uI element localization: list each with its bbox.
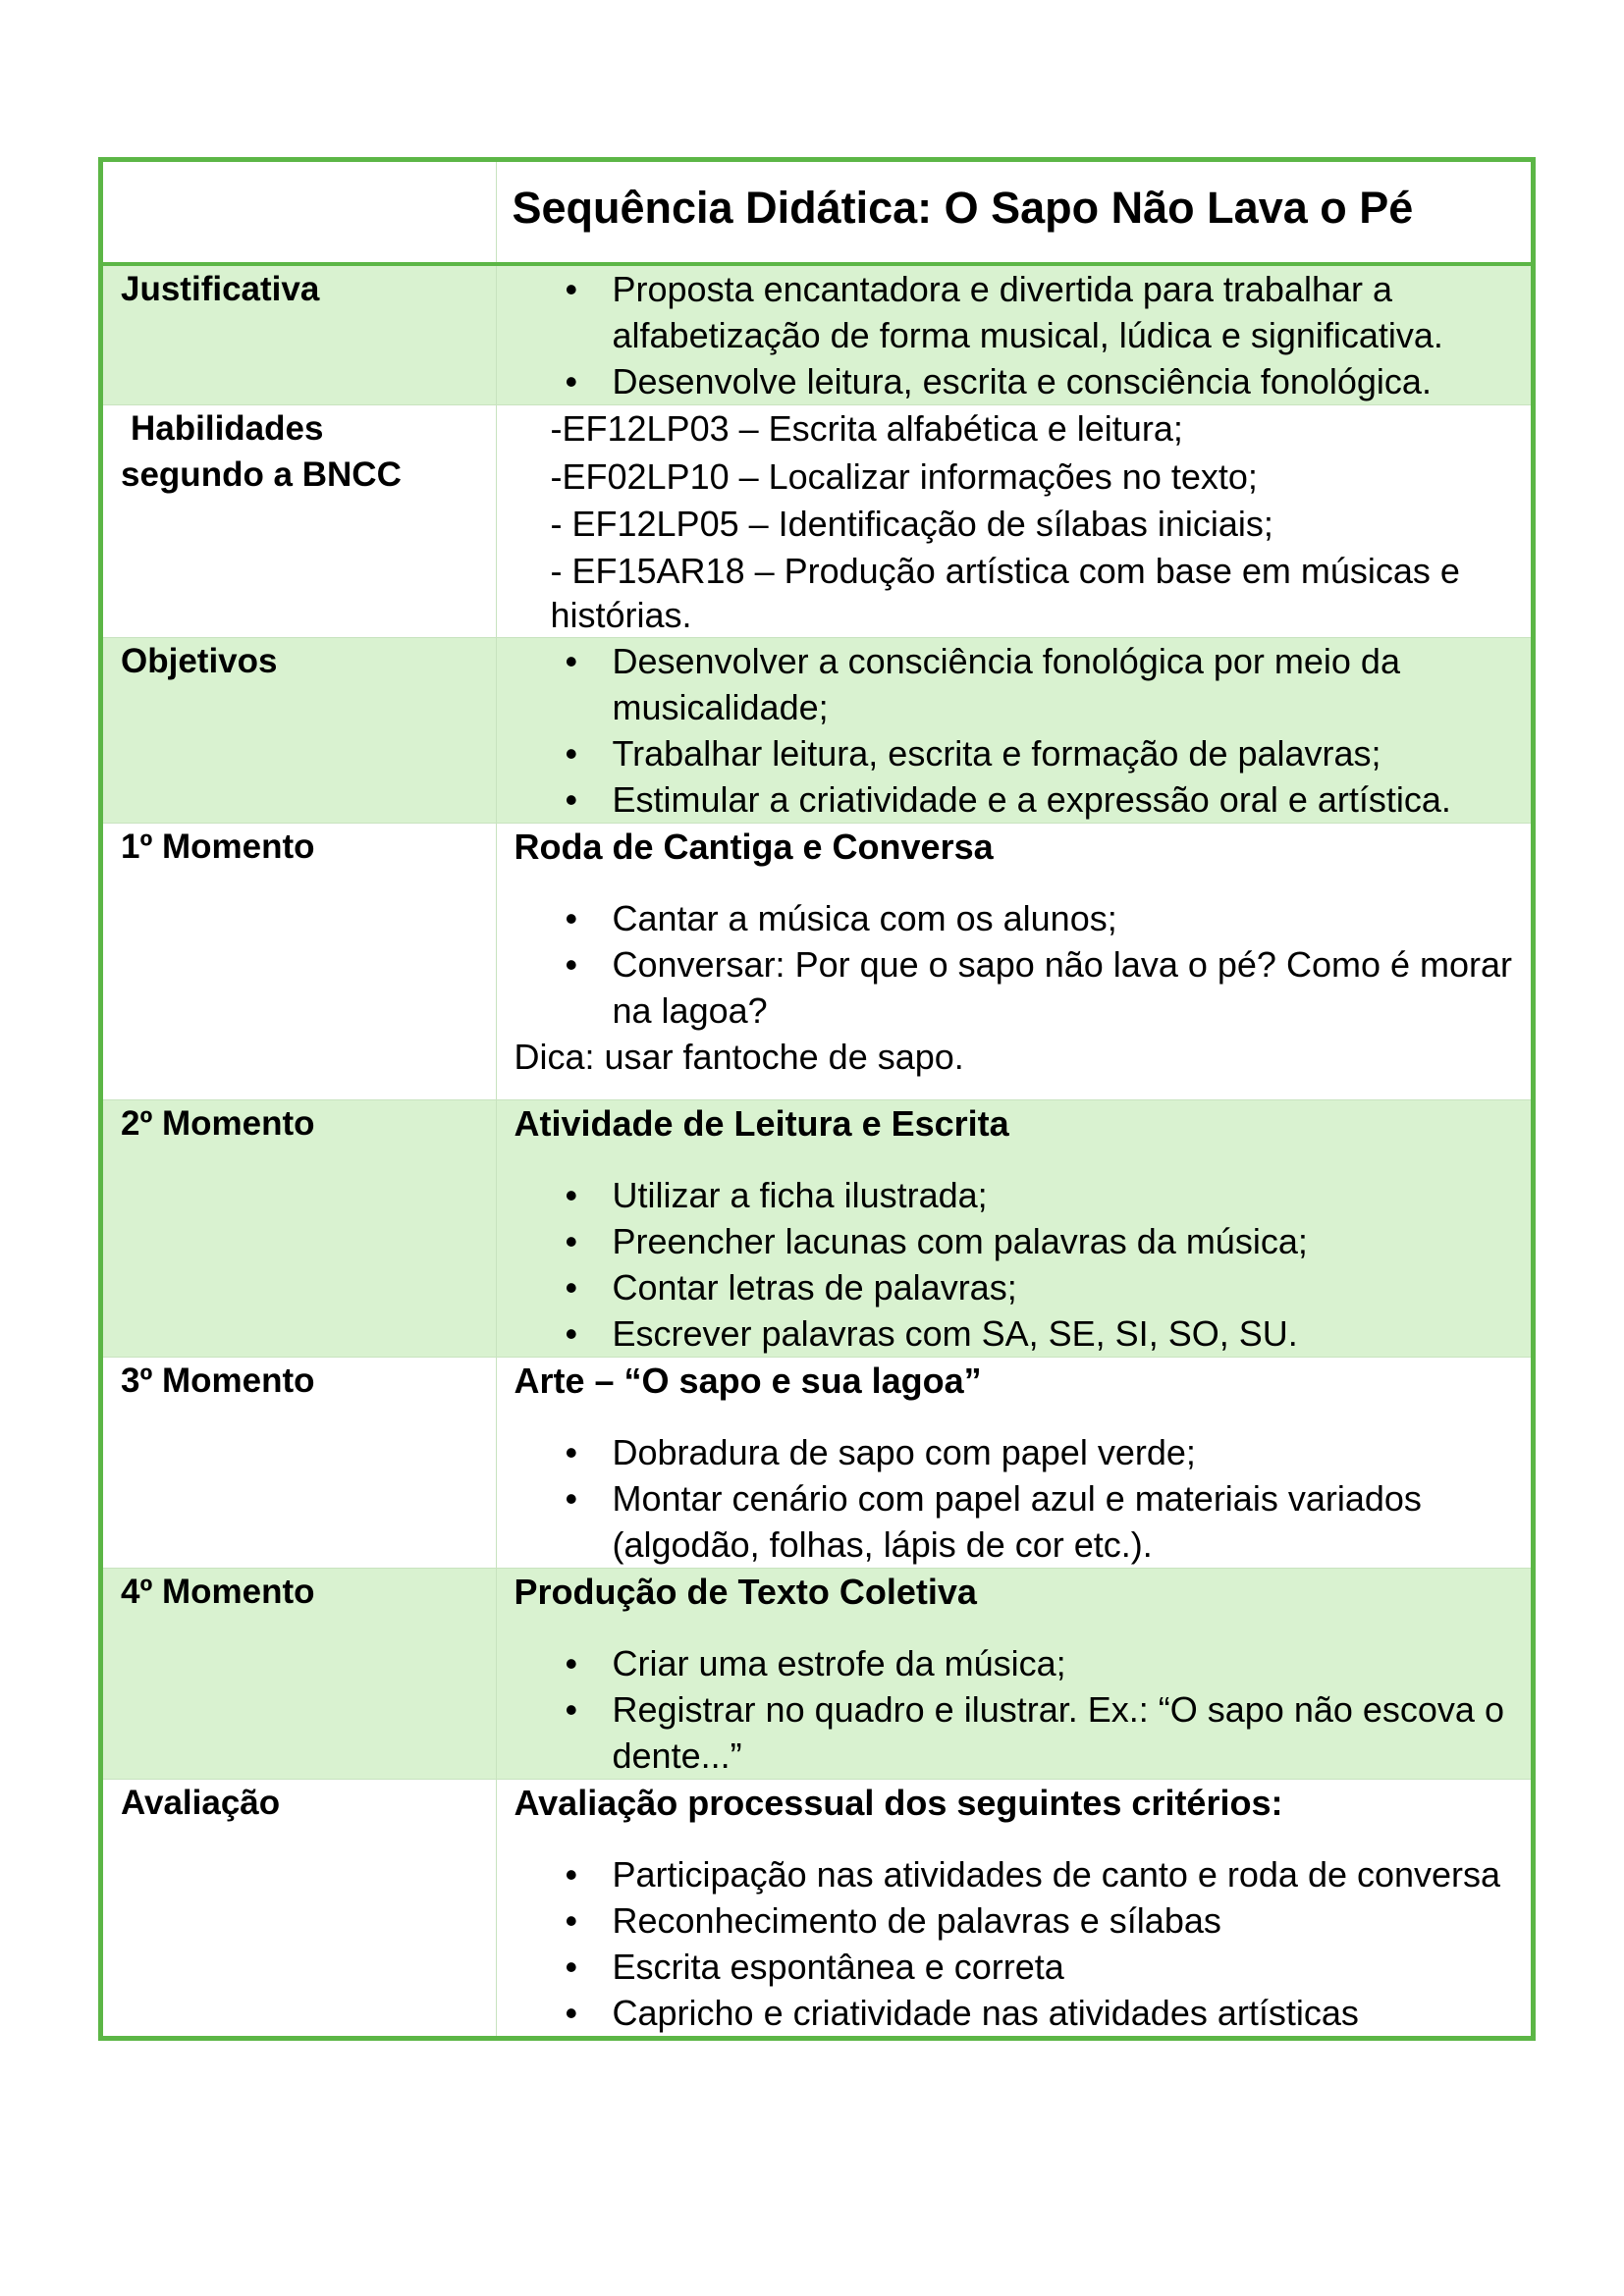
section-heading: Avaliação processual dos seguintes critérios: [514,1782,1283,1823]
row-label-habilidades [103,405,496,638]
list-item: • Cantar a música com os alunos; [613,895,1524,941]
habilidades-content [496,405,1531,638]
row-label-momento-3: 3º Momento [103,1357,496,1568]
momento1-list [514,895,1524,1034]
list-item: • Escrita espontânea e correta [613,1944,1524,1990]
row-label-objetivos: Objetivos [103,637,496,823]
row-label-momento-2: 2º Momento [103,1099,496,1357]
list-item: • Estimular a criatividade e a expressão oral e artística. [613,776,1524,823]
justificativa-content [496,264,1531,405]
title-row [103,162,1531,264]
momento2-list [514,1172,1524,1357]
objetivos-list [514,638,1524,823]
section-heading: Atividade de Leitura e Escrita [514,1102,1009,1144]
row-label-momento-4: 4º Momento [103,1568,496,1779]
row-momento-1 [103,823,1531,1099]
momento2-content [496,1099,1531,1357]
skill-line: -EF12LP03 – Escrita alfabética e leitura; [550,408,1183,449]
section-heading: Arte – “O sapo e sua lagoa” [514,1360,982,1401]
title-empty-cell [103,162,496,264]
momento1-content [496,823,1531,1099]
skill-line: - EF15AR18 – Produção artística com base em músicas e histórias. [550,550,1460,635]
page-title: Sequência Didática: O Sapo Não Lava o Pé [496,162,1531,264]
row-objetivos [103,637,1531,823]
list-item: • Desenvolve leitura, escrita e consciência fonológica. [613,358,1524,404]
momento4-list [514,1640,1524,1779]
list-item: • Conversar: Por que o sapo não lava o pé? Como é morar na lagoa? [613,941,1524,1034]
momento3-list [514,1429,1524,1568]
list-item: • Escrever palavras com SA, SE, SI, SO, SU. [613,1310,1524,1357]
section-heading: Roda de Cantiga e Conversa [514,826,994,867]
row-momento-2 [103,1099,1531,1357]
row-label-momento-1: 1º Momento [103,823,496,1099]
section-heading: Produção de Texto Coletiva [514,1571,977,1612]
row-momento-4 [103,1568,1531,1779]
lesson-plan-table [98,157,1536,2041]
row-habilidades [103,405,1531,638]
skill-line: -EF02LP10 – Localizar informações no texto; [550,455,1258,497]
list-item: • Preencher lacunas com palavras da música; [613,1218,1524,1264]
list-item: • Proposta encantadora e divertida para trabalhar a alfabetização de forma musical, lúdica e significativa. [613,266,1524,358]
list-item: • Trabalhar leitura, escrita e formação de palavras; [613,730,1524,776]
tip-text: Dica: usar fantoche de sapo. [514,1036,964,1077]
list-item: • Montar cenário com papel azul e materiais variados (algodão, folhas, lápis de cor etc.). [613,1475,1524,1568]
list-item: • Criar uma estrofe da música; [613,1640,1524,1686]
momento3-content [496,1357,1531,1568]
skill-line: - EF12LP05 – Identificação de sílabas iniciais; [550,504,1273,544]
avaliacao-content [496,1779,1531,2036]
list-item: • Dobradura de sapo com papel verde; [613,1429,1524,1475]
row-momento-3 [103,1357,1531,1568]
list-item: • Reconhecimento de palavras e sílabas [613,1897,1524,1944]
justificativa-list [514,266,1524,404]
list-item: • Participação nas atividades de canto e roda de conversa [613,1851,1524,1897]
momento4-content [496,1568,1531,1779]
row-label-avaliacao: Avaliação [103,1779,496,2036]
row-justificativa [103,264,1531,405]
list-item: • Registrar no quadro e ilustrar. Ex.: “O sapo não escova o dente...” [613,1686,1524,1779]
lesson-plan-grid [103,162,1531,2036]
list-item: • Utilizar a ficha ilustrada; [613,1172,1524,1218]
row-avaliacao [103,1779,1531,2036]
label-line: segundo a BNCC [121,455,402,494]
row-label-justificativa: Justificativa [103,264,496,405]
label-line: Habilidades [131,409,324,448]
list-item: • Capricho e criatividade nas atividades artísticas [613,1990,1524,2036]
list-item: • Contar letras de palavras; [613,1264,1524,1310]
avaliacao-list [514,1851,1524,2036]
list-item: • Desenvolver a consciência fonológica por meio da musicalidade; [613,638,1524,730]
objetivos-content [496,637,1531,823]
